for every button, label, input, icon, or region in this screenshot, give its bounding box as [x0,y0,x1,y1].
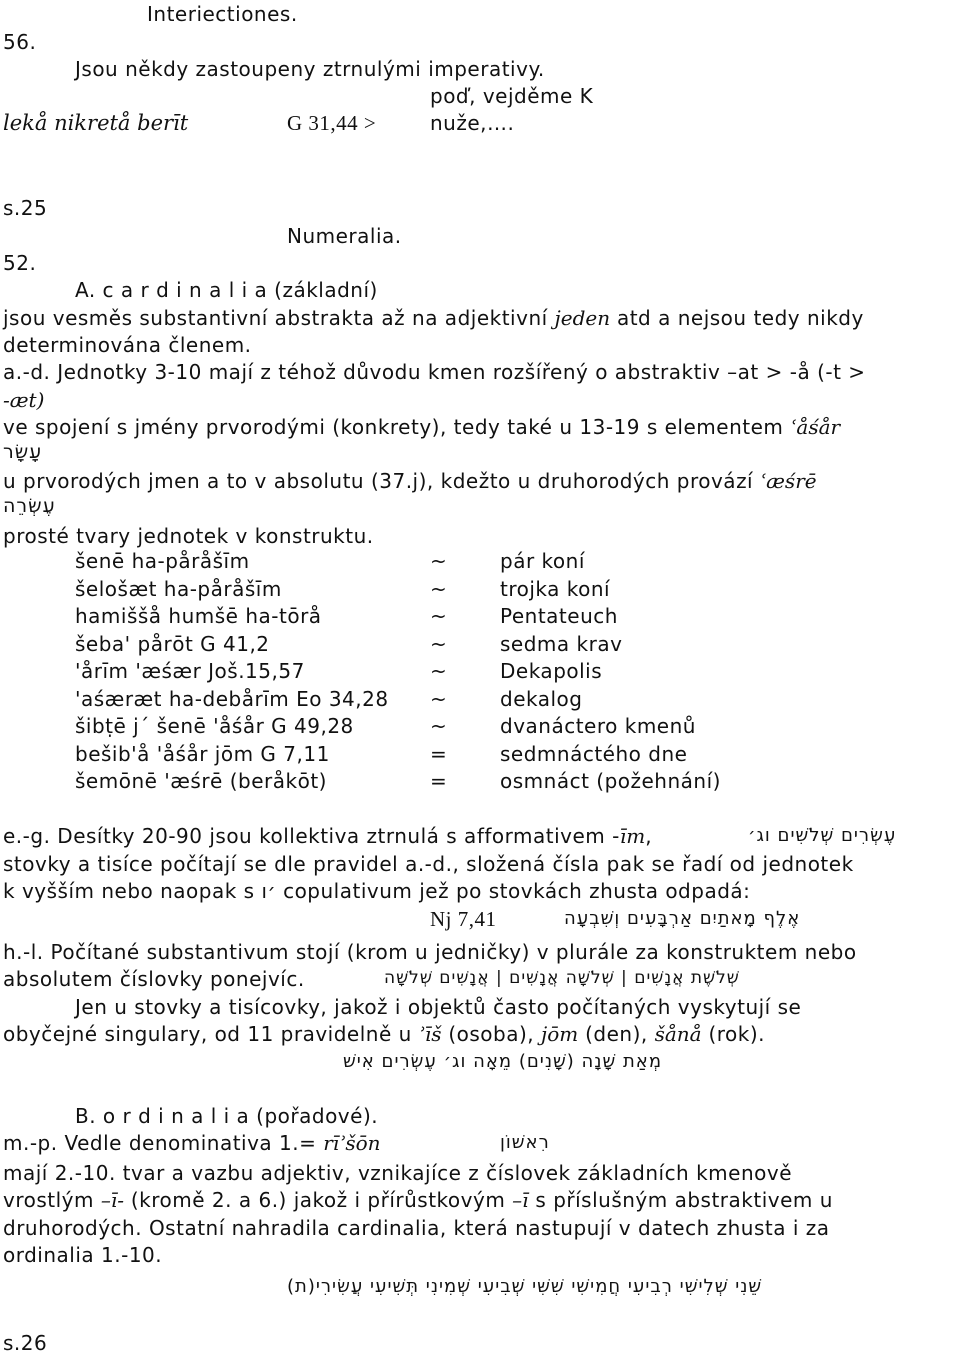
example-term-2: šelošæt ha-påråšīm [75,577,282,601]
example-term-5: 'årīm 'æśær Još.15,57 [75,659,305,683]
header-meaning: nuže,…. [430,111,515,135]
example-term-9: šemōnē 'æśrē (beråkōt) [75,769,327,793]
paragraph-ad-line-1: a.-d. Jednotky 3-10 mají z téhož důvodu kmen rozšířený o abstraktiv –at > -å (-t > [3,360,866,384]
interjections-title: Interiectiones. [147,2,298,26]
example-meaning-8: sedmnáctého dne [500,742,688,766]
section-number-52: 52. [3,251,37,275]
example-meaning-5: Dekapolis [500,659,603,683]
hebrew-singular-examples: מְאַת שָׁנָה (שָׁנִים) מֵאָה וג׳ עֶשְׂרִים אִישׁ [343,1051,663,1072]
header-line-1: Jsou někdy zastoupeny ztrnulými imperativy. [75,57,545,81]
example-symbol-7: ~ [430,714,448,738]
numeralia-title: Numeralia. [287,224,402,248]
example-meaning-7: dvanáctero kmenů [500,714,696,738]
paragraph-mp-line-4: druhorodých. Ostatní nahradila cardinalia, která nastupují v datech zhusta i za [3,1216,830,1240]
paragraph-mp-line-3: vrostlým –ī- (kromě 2. a 6.) jakož i přírůstkovým –ī s příslušným abstraktivem u [3,1188,833,1212]
header-reference: G 31,44 > [287,111,377,135]
hebrew-number-example: אֶלֶף מָאתַיִם אַרְבָּעִים וְשִׁבְעָה [564,908,801,929]
hebrew-esre: עֶשְׂרֵה [3,495,56,517]
hebrew-rishon: רִאשׁוֹן [500,1132,550,1153]
paragraph-eg-line-1: e.-g. Desítky 20-90 jsou kollektiva ztrnulá s afformativem -īm, [3,824,653,848]
paragraph-ad-line-2: -æt) [3,388,45,412]
page-ref-top: s.25 [3,196,48,220]
example-term-3: hamiššå humšē ha-tōrå [75,604,322,628]
paragraph-hl-line-3: Jen u stovky a tisícovky, jakož i objektů často počítaných vyskytují se [75,995,802,1019]
example-symbol-5: ~ [430,659,448,683]
example-meaning-2: trojka koní [500,577,611,601]
example-term-4: šeba' pårōt G 41,2 [75,632,270,656]
reference-nj: Nj 7,41 [430,907,497,931]
example-symbol-9: = [430,769,448,793]
section-number-56: 56. [3,30,37,54]
example-meaning-4: sedma krav [500,632,623,656]
paragraph-ad-line-4: u prvorodých jmen a to v absolutu (37.j), kdežto u druhorodých provází ʿæśrē [3,469,817,493]
hebrew-asar: עָשָׂר [3,441,43,463]
paragraph-hl-line-1: h.-l. Počítané substantivum stojí (krom u jedničky) v plurále za konstruktem nebo [3,940,857,964]
cardinalia-heading: A. c a r d i n a l i a (základní) [75,278,378,302]
ordinalia-heading: B. o r d i n a l i a (pořadové). [75,1104,379,1128]
hebrew-tens: עֶשְׂרִים שְׁלֹשִׁים וג׳ [748,825,897,846]
example-symbol-4: ~ [430,632,448,656]
example-symbol-2: ~ [430,577,448,601]
paragraph-mp-line-5: ordinalia 1.-10. [3,1243,163,1267]
example-meaning-1: pár koní [500,549,585,573]
example-meaning-6: dekalog [500,687,583,711]
example-symbol-8: = [430,742,448,766]
page-ref-bottom: s.26 [3,1331,48,1355]
paragraph-ad-line-5: prosté tvary jednotek v konstruktu. [3,524,374,548]
paragraph-1-line-1: jsou vesměs substantivní abstrakta až na adjektivní jeden atd a nejsou tedy nikdy [3,306,864,330]
paragraph-hl-line-2: absolutem číslovky ponejvíc. [3,967,305,991]
hebrew-ordinals: שֵׁנִי שְׁלִישִׁי רְבִיעִי חֲמִישִׁי שִׁשִּׁי שְׁבִיעִי שְׁמִינִי תְּשִׁיעִי עֲשִׂירִי(ת) [287,1276,763,1297]
header-line-2: poď, vejděme K [430,84,594,108]
paragraph-1-line-2: determinována členem. [3,333,252,357]
example-term-6: 'aśæræt ha-debårīm Eo 34,28 [75,687,389,711]
example-symbol-3: ~ [430,604,448,628]
hebrew-three-men: שְׁלֹשֶׁת אֲנָשִׁים | שְׁלֹשָׁה אֲנָשִׁים | אֲנָשִׁים שְׁלֹשָׁה [384,968,740,988]
paragraph-mp-line-1: m.-p. Vedle denominativa 1.= rīʾšōn [3,1131,381,1155]
paragraph-eg-line-2: stovky a tisíce počítají se dle pravidel a.-d., složená čísla pak se řadí od jednotek [3,852,854,876]
example-symbol-6: ~ [430,687,448,711]
example-term-8: bešib'å 'åśår jōm G 7,11 [75,742,330,766]
example-term-7: šibṭē j´ šenē 'åśår G 49,28 [75,714,354,738]
example-term-1: šenē ha-påråšīm [75,549,250,573]
example-meaning-3: Pentateuch [500,604,618,628]
paragraph-hl-line-4: obyčejné singulary, od 11 pravidelně u ʾīš (osoba), jōm (den), šånå (rok). [3,1022,766,1046]
paragraph-eg-line-3: k vyšším nebo naopak s ׳ו copulativum jež po stovkách zhusta odpadá: [3,879,751,903]
example-symbol-1: ~ [430,549,448,573]
paragraph-mp-line-2: mají 2.-10. tvar a vazbu adjektiv, vznikajíce z číslovek základních kmenově [3,1161,793,1185]
paragraph-ad-line-3: ve spojení s jmény prvorodými (konkrety), tedy také u 13-19 s elementem ʿåśår [3,415,841,439]
example-meaning-9: osmnáct (požehnání) [500,769,721,793]
header-transliteration: lekå nikretå berīt [3,111,189,135]
